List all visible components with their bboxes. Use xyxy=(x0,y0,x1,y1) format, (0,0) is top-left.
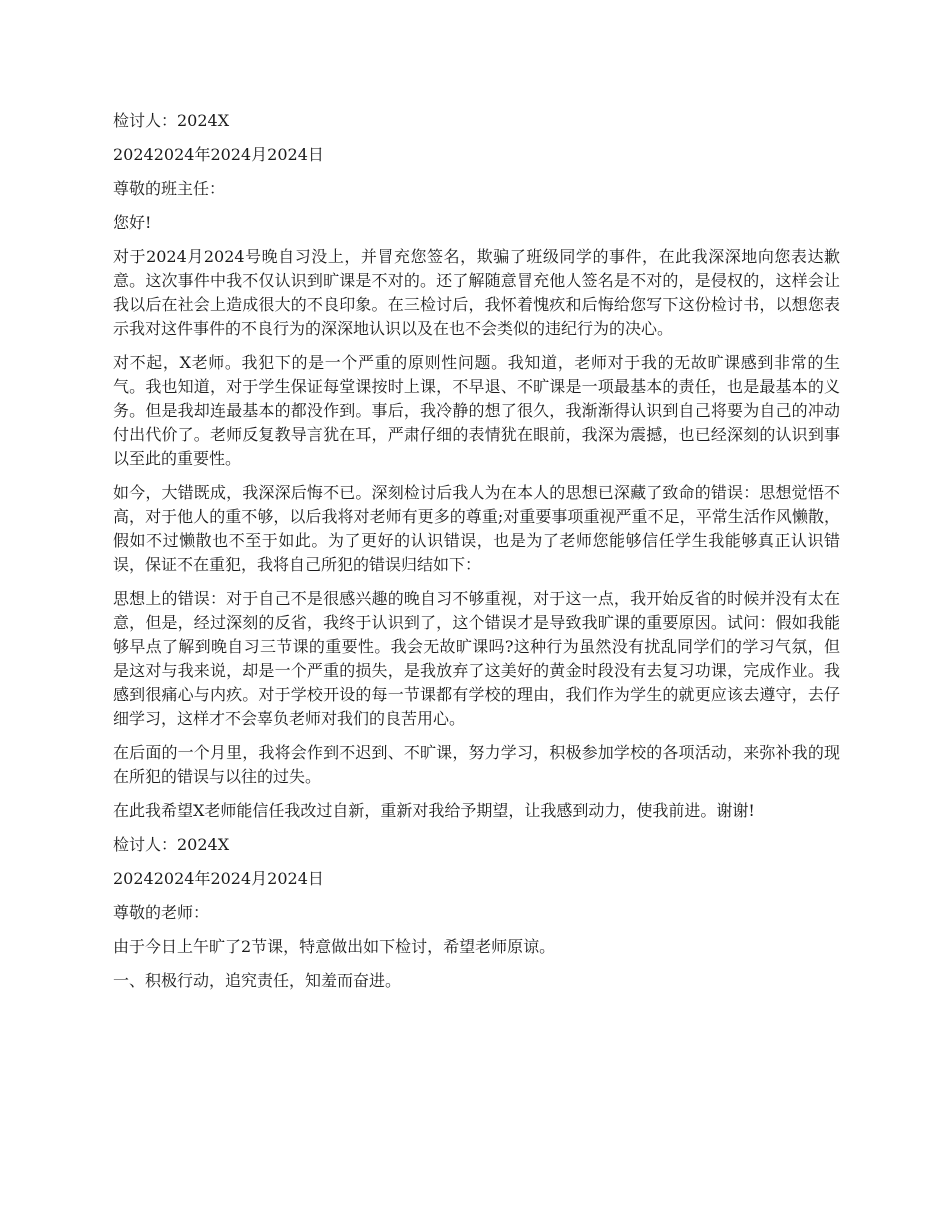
closing-paragraph: 在此我希望X老师能信任我改过自新，重新对我给予期望，让我感到动力，使我前进。谢谢! xyxy=(113,801,755,820)
date-line: 20242024年2024月2024日 xyxy=(113,145,324,164)
body-paragraph: 对于2024月2024号晚自习没上，并冒充您签名，欺骗了班级同学的事件，在此我深深地向您表达歉意。这次事件中我不仅认识到旷课是不对的。还了解随意冒充他人签名是不对的，是侵权的，这样会让我以后在社会上造成很大的不良印象。在三检讨后，我怀着愧疚和后悔给您写下这份检讨书，以想您表示我对这件事件的不良行为的深深地认识以及在也不会类似的违纪行为的决心。 xyxy=(113,247,840,338)
date-line: 20242024年2024月2024日 xyxy=(113,869,324,888)
greeting: 您好! xyxy=(113,213,152,232)
signature-line: 检讨人：2024X xyxy=(113,111,230,130)
body-paragraph: 如今，大错既成，我深深后悔不已。深刻检讨后我人为在本人的思想已深藏了致命的错误：思想觉悟不高，对于他人的重不够，以后我将对老师有更多的尊重;对重要事项重视严重不足，平常生活作风懒散，假如不过懒散也不至于如此。为了更好的认识错误，也是为了老师您能够信任学生我能够真正认识错误，保证不在重犯，我将自己所犯的错误归结如下： xyxy=(113,483,840,574)
body-paragraph: 对不起，X老师。我犯下的是一个严重的原则性问题。我知道，老师对于我的无故旷课感到非常的生气。我也知道，对于学生保证每堂课按时上课，不早退、不旷课是一项最基本的责任，也是最基本的义务。但是我却连最基本的都没作到。事后，我冷静的想了很久，我渐渐得认识到自己将要为自己的冲动付出代价了。老师反复教导言犹在耳，严肃仔细的表情犹在眼前，我深为震撼，也已经深刻的认识到事以至此的重要性。 xyxy=(113,353,840,468)
document-body xyxy=(113,109,840,1003)
salutation: 尊敬的老师： xyxy=(113,903,210,922)
body-paragraph: 在后面的一个月里，我将会作到不迟到、不旷课，努力学习，积极参加学校的各项活动，来弥补我的现在所犯的错误与以往的过失。 xyxy=(113,743,840,786)
body-paragraph: 思想上的错误：对于自己不是很感兴趣的晚自习不够重视，对于这一点，我开始反省的时候并没有太在意，但是，经过深刻的反省，我终于认识到了，这个错误才是导致我旷课的重要原因。试问：假如我能够早点了解到晚自习三节课的重要性。我会无故旷课吗?这种行为虽然没有扰乱同学们的学习气氛，但是这对与我来说，却是一个严重的损失，是我放弃了这美好的黄金时段没有去复习功课，完成作业。我感到很痛心与内疚。对于学校开设的每一节课都有学校的理由，我们作为学生的就更应该去遵守，去仔细学习，这样才不会辜负老师对我们的良苦用心。 xyxy=(113,589,840,728)
section-heading: 一、积极行动，追究责任，知羞而奋进。 xyxy=(113,971,402,990)
salutation: 尊敬的班主任： xyxy=(113,179,226,198)
body-paragraph: 由于今日上午旷了2节课，特意做出如下检讨，希望老师原谅。 xyxy=(113,937,556,956)
signature-line: 检讨人：2024X xyxy=(113,835,230,854)
